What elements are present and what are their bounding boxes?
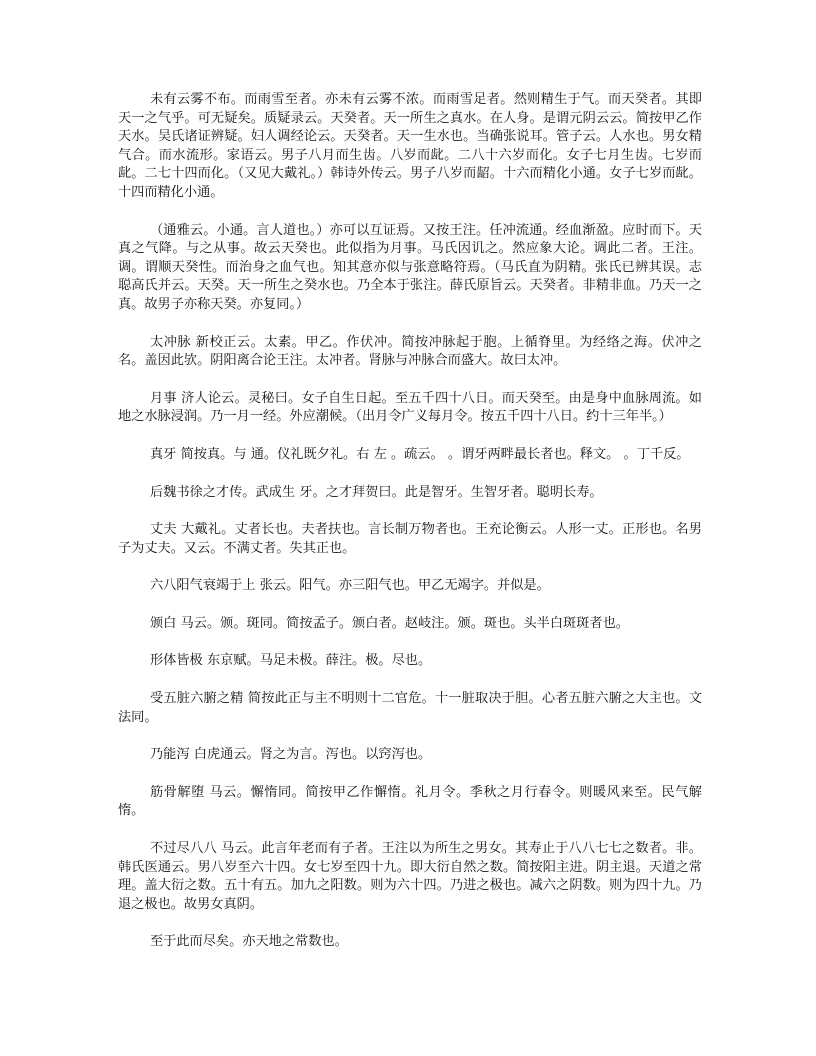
- paragraph-15: 至于此而尽矣。亦天地之常数也。: [150, 934, 348, 950]
- paragraph-13: 筋骨解堕 马云。懈惰同。简按甲乙作懈惰。礼月令。季秋之月行春令。则暖风来至。民气解惰。: [118, 784, 702, 819]
- paragraph-7: 丈夫 大戴礼。丈者长也。夫者扶也。言长制万物者也。王充论衡云。人形一丈。正形也。名男子为丈夫。又云。不满丈者。失其正也。: [118, 522, 702, 556]
- paragraph-10: 形体皆极 东京赋。马足未极。薛注。极。尽也。: [150, 653, 432, 669]
- paragraph-5: 真牙 简按真。与 通。仪礼既夕礼。右 左 。疏云。 。谓牙两畔最长者也。释文。 。丁千反。: [150, 446, 690, 462]
- paragraph-8: 六八阳气衰竭于上 张云。阳气。亦三阳气也。甲乙无竭字。并似是。: [150, 578, 550, 594]
- paragraph-2: （通雅云。小通。言人道也。）亦可以互证焉。又按王注。任冲流通。经血渐盈。应时而下。天真之气降。与之从事。故云天癸也。此似指为月事。马氏因讥之。然应象大论。调此二者。王注。调。谓顺天癸性。而治身之血气也。知其意亦似与张意略符焉。（马氏直为阴精。张氏已辨其误。志聪高氏并云。天癸。天一所生之癸水也。乃全本于张注。薛氏原旨云。天癸者。非精非血。乃天一之真。故男子亦称天癸。亦复同。）: [118, 222, 702, 312]
- paragraph-9: 颁白 马云。颁。斑同。简按孟子。颁白者。赵岐注。颁。斑也。头半白斑斑者也。: [150, 615, 629, 631]
- paragraph-12: 乃能泻 白虎通云。肾之为言。泻也。以窍泻也。: [150, 747, 432, 763]
- paragraph-11: 受五脏六腑之精 简按此正与主不明则十二官危。十一脏取决于胆。心者五脏六腑之大主也。文法同。: [118, 691, 702, 725]
- paragraph-1: 未有云雾不布。而雨雪至者。亦未有云雾不浓。而雨雪足者。然则精生于气。而天癸者。其即天一之气乎。可无疑矣。质疑录云。天癸者。天一所生之真水。在人身。是谓元阴云云。简按甲乙作天水。吴氏诸证辨疑。妇人调经论云。天癸者。天一生水也。当确张说耳。管子云。人水也。男女精气合。而水流形。家语云。男子八月而生齿。八岁而龀。二八十六岁而化。女子七月生齿。七岁而龀。二七十四而化。（又见大戴礼。）韩诗外传云。男子八岁而龆。十六而精化小通。女子七岁而龀。十四而精化小通。: [118, 92, 702, 200]
- paragraph-14: 不过尽八八 马云。此言年老而有子者。王注以为所生之男女。其寿止于八八七七之数者。非。韩氏医通云。男八岁至六十四。女七岁至四十九。即大衍自然之数。简按阳主进。阴主退。天道之常理。盖大衍之数。五十有五。加九之阳数。则为六十四。乃进之极也。减六之阴数。则为四十九。乃退之极也。故男女真阴。: [118, 841, 702, 912]
- paragraph-3: 太冲脉 新校正云。太素。甲乙。作伏冲。简按冲脉起于胞。上循脊里。为经络之海。伏冲之名。盖因此欤。阴阳离合论王注。太冲者。肾脉与冲脉合而盛大。故曰太冲。: [118, 334, 702, 369]
- paragraph-6: 后魏书徐之才传。武成生 牙。之才拜贺曰。此是智牙。生智牙者。聪明长寿。: [150, 484, 603, 500]
- paragraph-4: 月事 济人论云。灵秘曰。女子自生日起。至五千四十八日。而天癸至。由是身中血脉周流。如地之水脉浸润。乃一月一经。外应潮候。（出月令广义每月令。按五千四十八日。约十三年半。）: [118, 390, 702, 425]
